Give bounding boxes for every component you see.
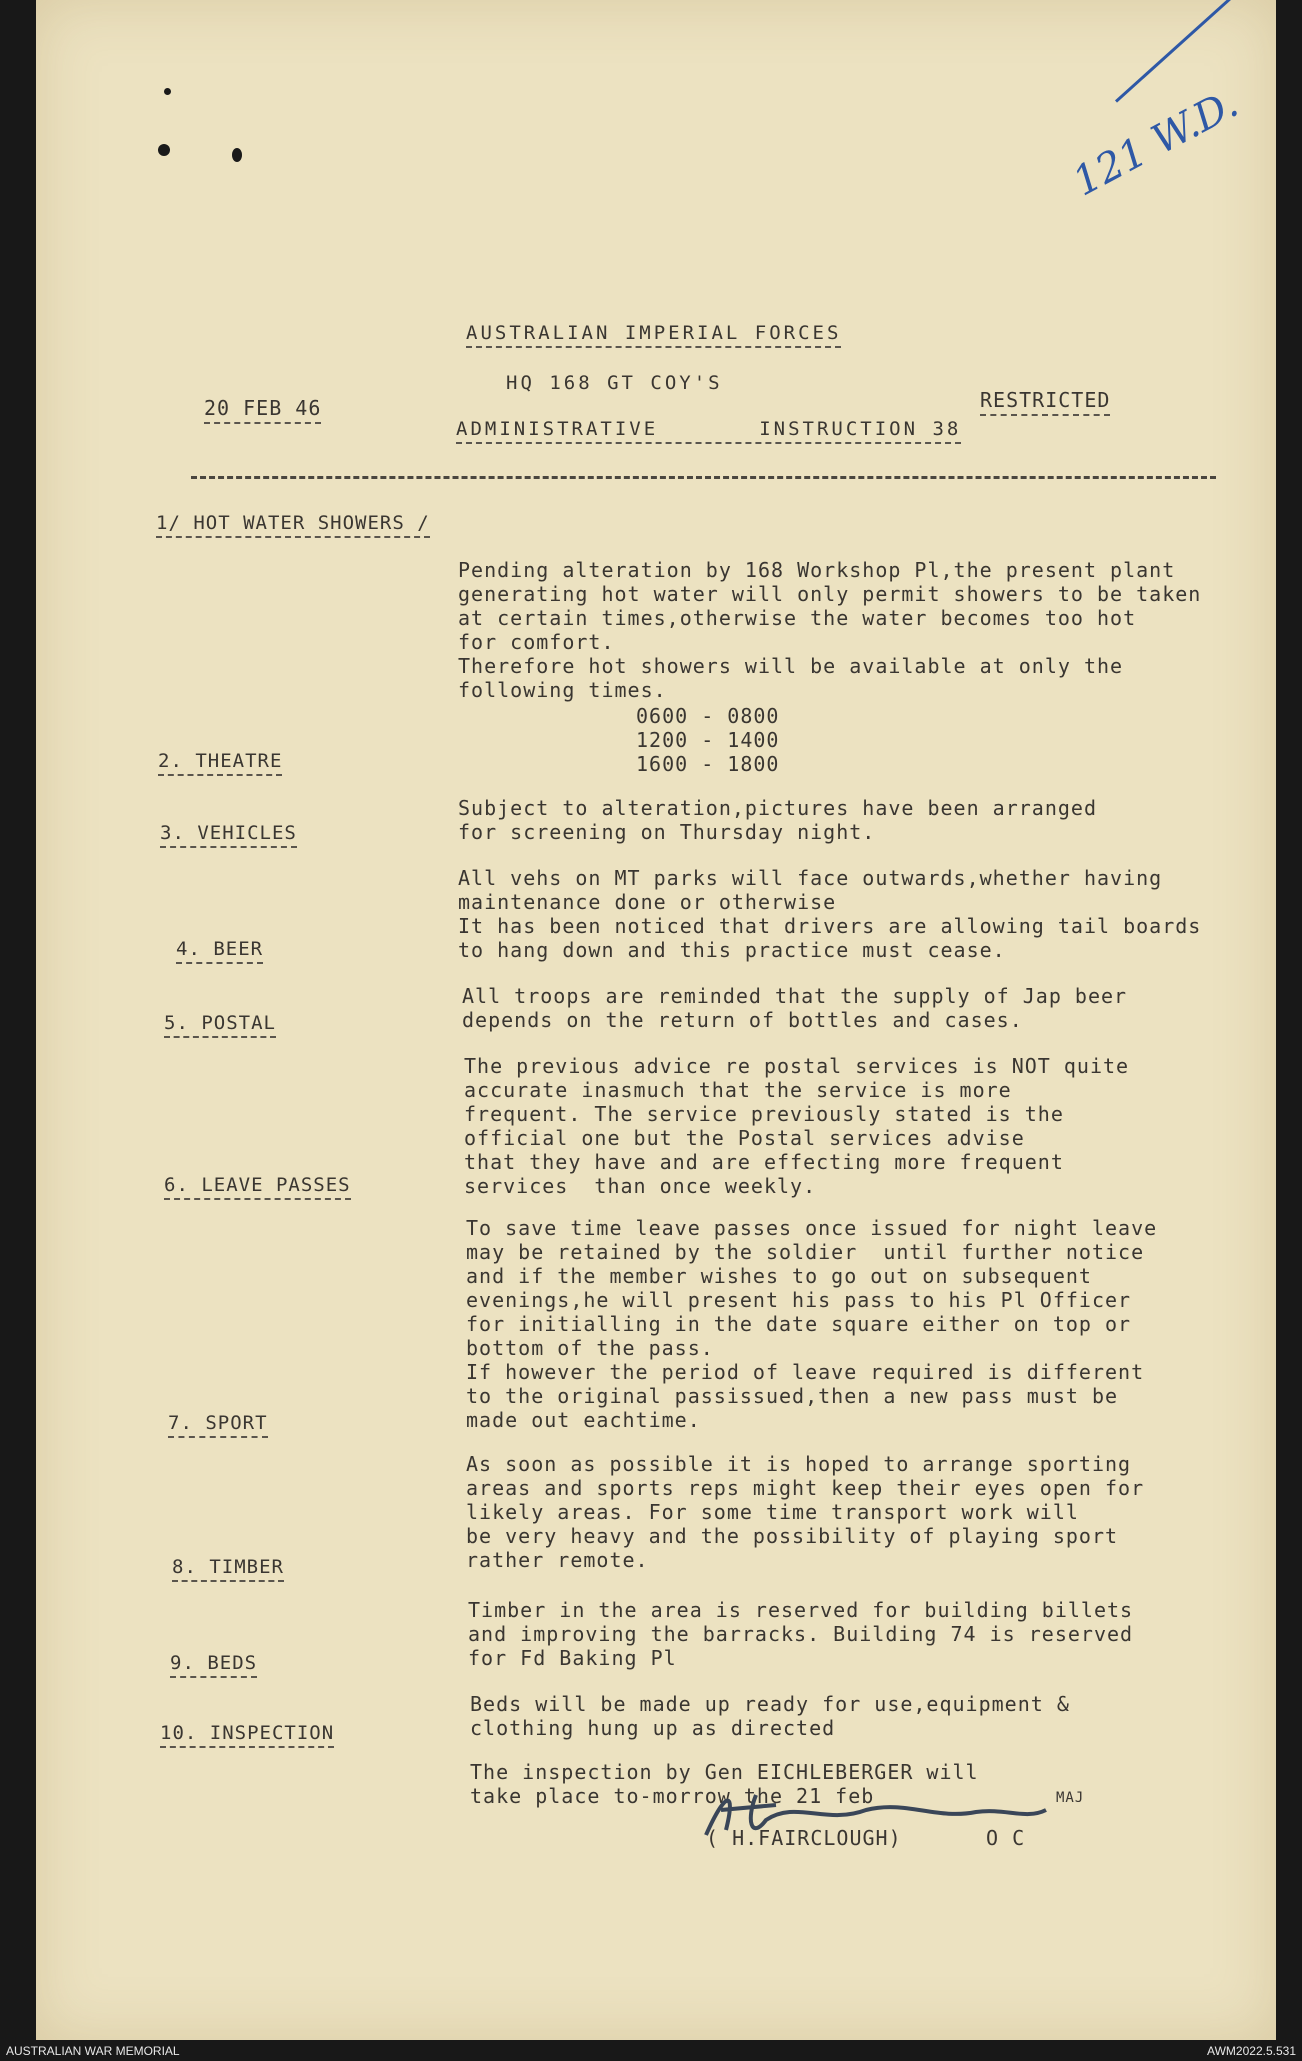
paper-mark [158,144,170,156]
item-text-sport: As soon as possible it is hoped to arrange sporting areas and sports reps might keep their eyes open for likely areas. For some time transport work will be very heavy and the possibility of playing sport rather remote. [466,1452,1145,1572]
item-label-postal: 5. POSTAL [164,1012,276,1034]
item-label-theatre: 2. THEATRE [158,750,282,772]
signatory-name: ( H.FAIRCLOUGH) [706,1826,902,1850]
item-label-beer: 4. BEER [176,938,263,960]
item-label-sport: 7. SPORT [168,1412,268,1434]
item-text-showers: Pending alteration by 168 Workshop Pl,the present plant generating hot water will only permit showers to be taken at certain times,otherwise the water becomes too hot for comfort. Therefore hot showers will be available at only the following times. [458,558,1202,702]
unit-heading: HQ 168 GT COY'S [506,372,723,394]
paper-mark [164,88,171,95]
annotation-stroke [1115,0,1266,103]
item-text-leave-passes: To save time leave passes once issued for night leave may be retained by the soldier until further notice and if the member wishes to go out on subsequent evenings,he will present his pass to his Pl Officer for initialling in the date square either on top or bottom of the pass. If however the period of leave required is different to the original passissued,then a new pass must be made out eachtime. [466,1216,1158,1432]
item-text-inspection: The inspection by Gen EICHLEBERGER will take place to-morrow the 21 feb [470,1760,979,1808]
signature-rank: MAJ [1056,1790,1085,1806]
item-text-beer: All troops are reminded that the supply of Jap beer depends on the return of bottles and cases. [462,984,1128,1032]
item-label-leave-passes: 6. LEAVE PASSES [164,1174,351,1196]
header-divider [191,476,1216,479]
item-text-vehicles: All vehs on MT parks will face outwards,whether having maintenance done or otherwise It has been noticed that drivers are allowing tail boards to hang down and this practice must cease. [458,866,1202,962]
document-page [36,0,1276,2040]
shower-times: 0600 - 0800 1200 - 1400 1600 - 1800 [636,704,780,776]
document-date: 20 FEB 46 [204,396,321,424]
item-text-beds: Beds will be made up ready for use,equipment & clothing hung up as directed [470,1692,1070,1740]
footer-source: AUSTRALIAN WAR MEMORIAL [6,2044,180,2058]
item-label-vehicles: 3. VEHICLES [160,822,297,844]
item-label-beds: 9. BEDS [170,1652,257,1674]
paper-mark [232,148,242,162]
item-label-showers: 1/ HOT WATER SHOWERS / [156,512,430,534]
classification-stamp: RESTRICTED [980,388,1110,416]
item-text-postal: The previous advice re postal services is NOT quite accurate inasmuch that the service is more frequent. The service previously stated is the official one but the Postal services advise that they have and are effecting more frequent services than once weekly. [464,1054,1130,1198]
signatory-title: O C [986,1826,1026,1850]
item-text-theatre: Subject to alteration,pictures have been arranged for screening on Thursday night. [458,796,1098,844]
instruction-heading: ADMINISTRATIVE INSTRUCTION 38 [456,418,961,444]
item-text-timber: Timber in the area is reserved for building billets and improving the barracks. Building 74 is reserved for Fd Baking Pl [468,1598,1134,1670]
document-title: AUSTRALIAN IMPERIAL FORCES [466,322,841,348]
handwritten-annotation: 121 W.D. [1065,80,1246,206]
footer-reference: AWM2022.5.531 [1207,2044,1296,2058]
item-label-inspection: 10. INSPECTION [160,1722,334,1744]
item-label-timber: 8. TIMBER [172,1556,284,1578]
